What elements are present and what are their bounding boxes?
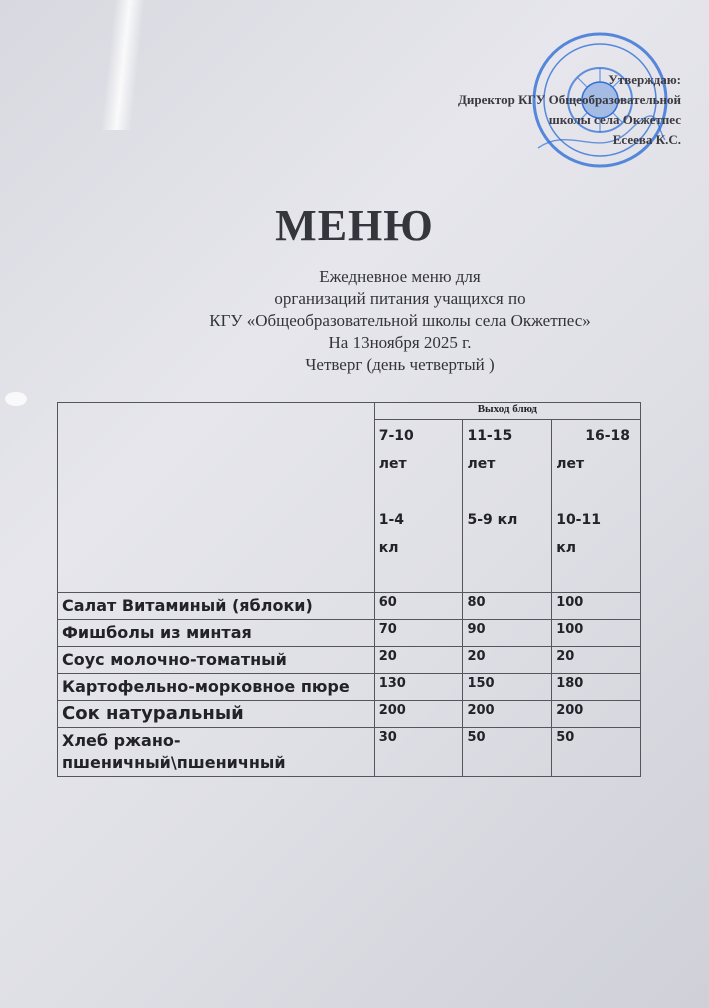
approval-line-1: Утверждаю: <box>608 72 681 87</box>
dish-name: Соус молочно-томатный <box>58 647 375 674</box>
portion-7-10: 20 <box>374 647 463 674</box>
dish-name: Картофельно-морковное пюре <box>58 674 375 701</box>
table-row <box>58 620 641 647</box>
age-range: 7-10 <box>378 428 414 444</box>
portion-16-18: 50 <box>552 728 641 777</box>
grade-range: 1-4 <box>378 512 404 528</box>
table-row <box>58 728 641 777</box>
portion-16-18: 100 <box>552 593 641 620</box>
age-group-cell <box>463 420 552 593</box>
subtitle-block <box>130 266 670 376</box>
grade-range: 10-11 <box>556 512 601 528</box>
age-group-cell <box>374 420 463 593</box>
table-row <box>58 701 641 728</box>
portion-16-18: 200 <box>552 701 641 728</box>
portion-11-15: 20 <box>463 647 552 674</box>
portion-7-10: 60 <box>374 593 463 620</box>
approval-line-3: школы села Окжетпес <box>548 112 681 127</box>
grade-unit: кл <box>378 540 399 556</box>
subtitle-line-2: организаций питания учащихся по <box>274 289 526 308</box>
table-row <box>58 647 641 674</box>
age-range: 11-15 <box>467 428 513 444</box>
empty-header-cell <box>58 403 375 593</box>
age-unit: лет <box>467 456 496 472</box>
portion-11-15: 150 <box>463 674 552 701</box>
portion-11-15: 50 <box>463 728 552 777</box>
grade-range: 5-9 кл <box>467 512 518 528</box>
subtitle-line-3: КГУ «Общеобразовательной школы села Окжетпес» <box>209 311 591 330</box>
grade-unit: кл <box>556 540 576 556</box>
portion-7-10: 30 <box>374 728 463 777</box>
portion-16-18: 180 <box>552 674 641 701</box>
age-group-cell <box>552 420 641 593</box>
age-range: 16-18 <box>585 428 630 444</box>
dish-name: Хлеб ржано-пшеничный\пшеничный <box>58 728 375 777</box>
age-unit: лет <box>556 456 585 472</box>
subtitle-day: Четверг (день четвертый ) <box>305 355 495 374</box>
subtitle-line-1: Ежедневное меню для <box>319 267 481 286</box>
approval-block <box>458 70 681 150</box>
portion-7-10: 130 <box>374 674 463 701</box>
subtitle-date: На 13ноября 2025 г. <box>328 333 472 352</box>
dish-name: Сок натуральный <box>58 701 375 728</box>
table-header-row <box>58 403 641 420</box>
portion-11-15: 200 <box>463 701 552 728</box>
table-row <box>58 593 641 620</box>
age-unit: лет <box>378 456 407 472</box>
approval-line-2: Директор КГУ Общеобразовательной <box>457 92 681 107</box>
light-glare <box>101 0 145 130</box>
output-header: Выход блюд <box>374 403 640 420</box>
portion-11-15: 80 <box>463 593 552 620</box>
dish-name: Салат Витаминый (яблоки) <box>58 593 375 620</box>
portion-7-10: 200 <box>374 701 463 728</box>
approval-line-4: Есеева К.С. <box>612 132 681 147</box>
light-glare-small <box>5 392 27 406</box>
portion-16-18: 20 <box>552 647 641 674</box>
page-title: МЕНЮ <box>275 201 434 250</box>
menu-table <box>57 402 641 777</box>
portion-11-15: 90 <box>463 620 552 647</box>
portion-7-10: 70 <box>374 620 463 647</box>
dish-name: Фишболы из минтая <box>58 620 375 647</box>
table-row <box>58 674 641 701</box>
portion-16-18: 100 <box>552 620 641 647</box>
